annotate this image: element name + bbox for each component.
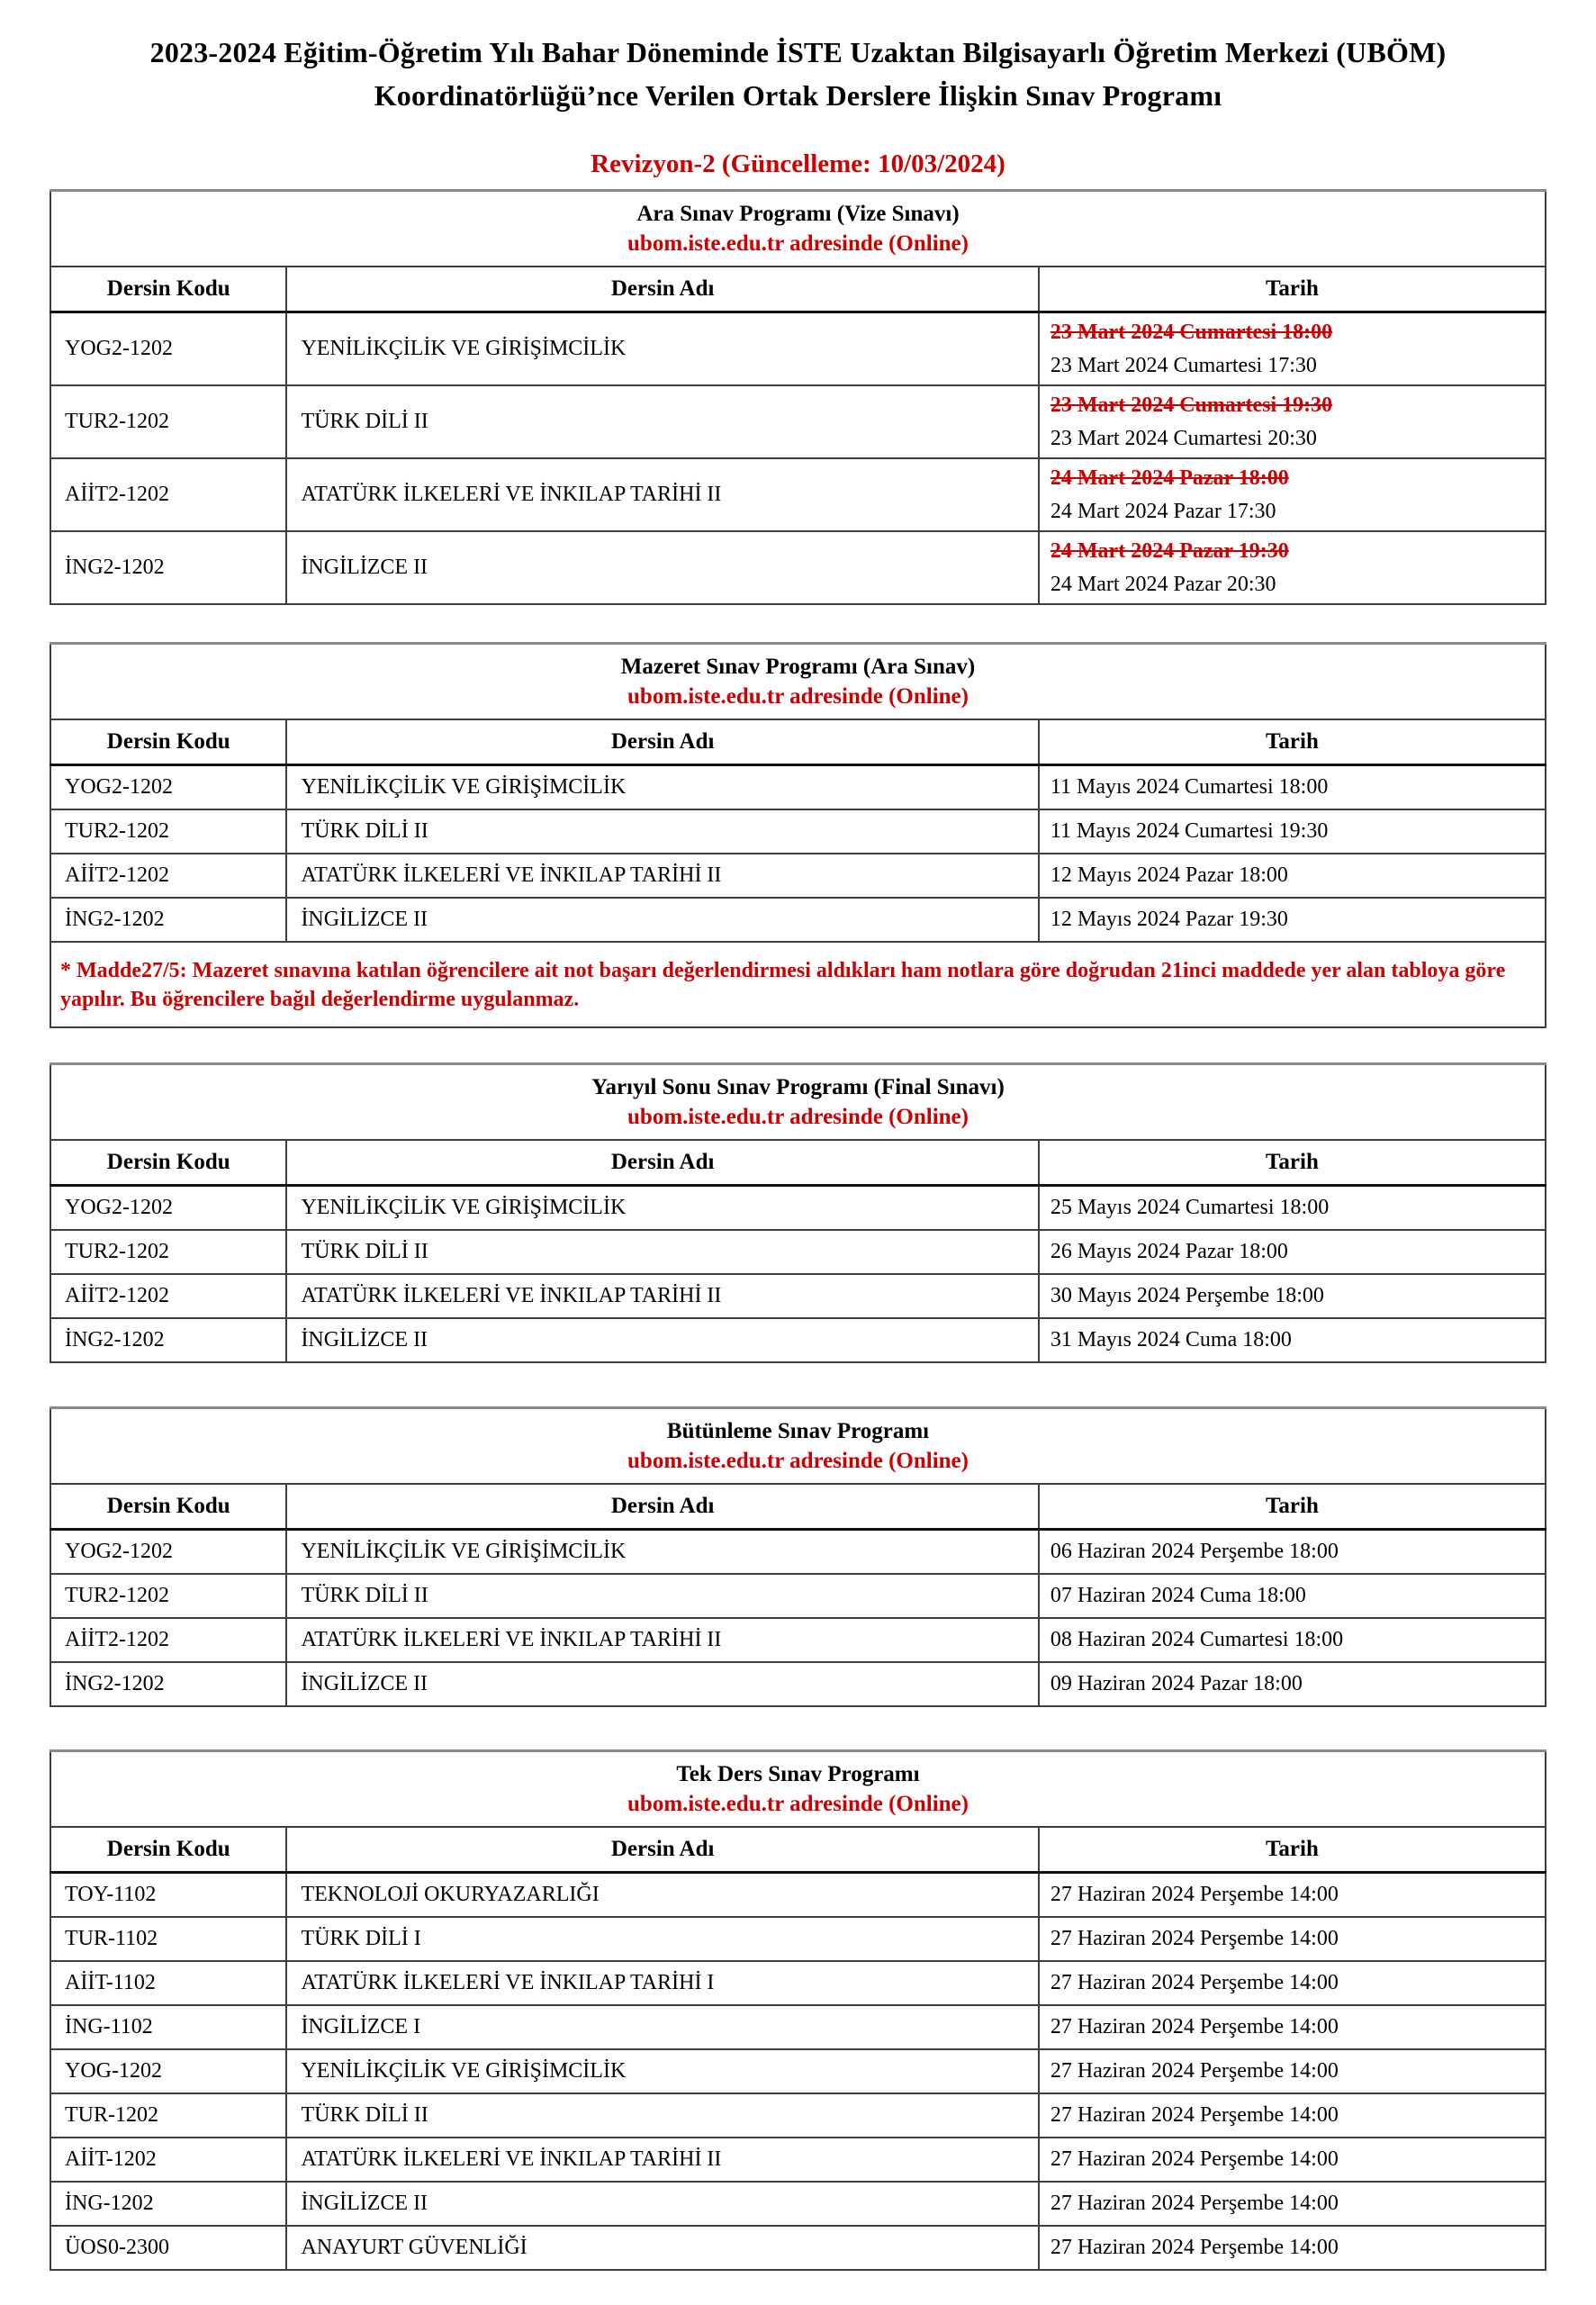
- exam-date-cell: 26 Mayıs 2024 Pazar 18:00: [1039, 1230, 1546, 1274]
- new-exam-date: 24 Mart 2024 Pazar 20:30: [1050, 572, 1276, 596]
- col-header-date: Tarih: [1039, 1484, 1546, 1530]
- course-code-cell: AİİT2-1202: [50, 1618, 286, 1662]
- exam-date-cell: [1039, 385, 1546, 458]
- col-header-name: Dersin Adı: [286, 1484, 1038, 1530]
- exam-date-cell: 27 Haziran 2024 Perşembe 14:00: [1039, 1917, 1546, 1961]
- exam-date-cell: 27 Haziran 2024 Perşembe 14:00: [1039, 2226, 1546, 2270]
- table-caption-row-final: [50, 1064, 1546, 1141]
- course-name-cell: İNGİLİZCE I: [286, 2005, 1038, 2049]
- exam-date-cell: 07 Haziran 2024 Cuma 18:00: [1039, 1574, 1546, 1618]
- exam-row: [50, 1961, 1546, 2005]
- document-title: [50, 31, 1546, 117]
- exam-row: [50, 1318, 1546, 1362]
- table-subtitle: ubom.iste.edu.tr adresinde (Online): [627, 1792, 969, 1816]
- table-title: Mazeret Sınav Programı (Ara Sınav): [620, 655, 976, 679]
- exam-table-mazeret: [50, 642, 1546, 1028]
- column-header-row: [50, 267, 1546, 312]
- exam-date-cell: 27 Haziran 2024 Perşembe 14:00: [1039, 2049, 1546, 2093]
- exam-row: [50, 1530, 1546, 1575]
- course-code-cell: İNG-1202: [50, 2182, 286, 2226]
- exam-date-cell: 06 Haziran 2024 Perşembe 18:00: [1039, 1530, 1546, 1575]
- col-header-code: Dersin Kodu: [50, 719, 286, 765]
- table-title: Ara Sınav Programı (Vize Sınavı): [636, 202, 960, 226]
- col-header-code: Dersin Kodu: [50, 1140, 286, 1186]
- col-header-name: Dersin Adı: [286, 267, 1038, 312]
- exam-date-cell: 27 Haziran 2024 Perşembe 14:00: [1039, 2138, 1546, 2182]
- col-header-name: Dersin Adı: [286, 719, 1038, 765]
- course-code-cell: TUR2-1202: [50, 1230, 286, 1274]
- exam-row: [50, 2226, 1546, 2270]
- table-caption-cell: [50, 644, 1546, 720]
- course-name-cell: ATATÜRK İLKELERİ VE İNKILAP TARİHİ II: [286, 1618, 1038, 1662]
- course-name-cell: TÜRK DİLİ II: [286, 809, 1038, 854]
- old-exam-date: 24 Mart 2024 Pazar 18:00: [1050, 466, 1289, 490]
- exam-row: [50, 1230, 1546, 1274]
- exam-date-cell: 09 Haziran 2024 Pazar 18:00: [1039, 1662, 1546, 1706]
- exam-row: [50, 854, 1546, 898]
- course-code-cell: İNG2-1202: [50, 1662, 286, 1706]
- course-name-cell: ATATÜRK İLKELERİ VE İNKILAP TARİHİ II: [286, 2138, 1038, 2182]
- exam-row: [50, 531, 1546, 604]
- course-name-cell: TÜRK DİLİ II: [286, 1230, 1038, 1274]
- table-title: Yarıyıl Sonu Sınav Programı (Final Sınavı): [591, 1075, 1005, 1099]
- table-caption-row-vize: [50, 191, 1546, 267]
- course-code-cell: ÜOS0-2300: [50, 2226, 286, 2270]
- exam-date-cell: 25 Mayıs 2024 Cumartesi 18:00: [1039, 1186, 1546, 1231]
- document-title-line1: 2023-2024 Eğitim-Öğretim Yılı Bahar Döneminde İSTE Uzaktan Bilgisayarlı Öğretim Merkezi (UBÖM): [149, 36, 1447, 68]
- table-caption-cell: [50, 1751, 1546, 1828]
- course-code-cell: AİİT2-1202: [50, 1274, 286, 1318]
- course-code-cell: İNG2-1202: [50, 531, 286, 604]
- col-header-code: Dersin Kodu: [50, 1484, 286, 1530]
- course-code-cell: YOG-1202: [50, 2049, 286, 2093]
- new-exam-date: 23 Mart 2024 Cumartesi 20:30: [1050, 426, 1317, 450]
- column-header-row: [50, 1140, 1546, 1186]
- table-title: Bütünleme Sınav Programı: [666, 1419, 930, 1443]
- exam-date-cell: 30 Mayıs 2024 Perşembe 18:00: [1039, 1274, 1546, 1318]
- table-caption-row-butunleme: [50, 1408, 1546, 1485]
- course-code-cell: İNG-1102: [50, 2005, 286, 2049]
- course-name-cell: TEKNOLOJİ OKURYAZARLIĞI: [286, 1873, 1038, 1918]
- exam-row: [50, 2138, 1546, 2182]
- exam-date-cell: 27 Haziran 2024 Perşembe 14:00: [1039, 2182, 1546, 2226]
- exam-row: [50, 2093, 1546, 2138]
- col-header-date: Tarih: [1039, 1140, 1546, 1186]
- exam-row: [50, 765, 1546, 810]
- old-exam-date: 24 Mart 2024 Pazar 19:30: [1050, 538, 1289, 563]
- table-subtitle: ubom.iste.edu.tr adresinde (Online): [627, 1105, 969, 1129]
- revision-note: Revizyon-2 (Güncelleme: 10/03/2024): [591, 149, 1005, 178]
- new-exam-date: 24 Mart 2024 Pazar 17:30: [1050, 499, 1276, 523]
- exam-date-cell: 27 Haziran 2024 Perşembe 14:00: [1039, 1961, 1546, 2005]
- exam-date-cell: 27 Haziran 2024 Perşembe 14:00: [1039, 2093, 1546, 2138]
- old-exam-date: 23 Mart 2024 Cumartesi 18:00: [1050, 320, 1333, 344]
- exam-row: [50, 809, 1546, 854]
- exam-table-vize: [50, 189, 1546, 605]
- exam-date-cell: [1039, 458, 1546, 531]
- table-subtitle: ubom.iste.edu.tr adresinde (Online): [627, 1449, 969, 1473]
- exam-table-tekders: [50, 1749, 1546, 2271]
- exam-date-cell: [1039, 531, 1546, 604]
- course-name-cell: ATATÜRK İLKELERİ VE İNKILAP TARİHİ II: [286, 1274, 1038, 1318]
- course-name-cell: ATATÜRK İLKELERİ VE İNKILAP TARİHİ I: [286, 1961, 1038, 2005]
- course-code-cell: TOY-1102: [50, 1873, 286, 1918]
- course-code-cell: YOG2-1202: [50, 1530, 286, 1575]
- table-caption-cell: [50, 191, 1546, 267]
- course-name-cell: YENİLİKÇİLİK VE GİRİŞİMCİLİK: [286, 765, 1038, 810]
- course-code-cell: İNG2-1202: [50, 1318, 286, 1362]
- col-header-name: Dersin Adı: [286, 1140, 1038, 1186]
- col-header-name: Dersin Adı: [286, 1827, 1038, 1873]
- exam-row: [50, 1274, 1546, 1318]
- document-title-line2: Koordinatörlüğü’nce Verilen Ortak Derslere İlişkin Sınav Programı: [374, 79, 1222, 112]
- course-name-cell: TÜRK DİLİ II: [286, 385, 1038, 458]
- course-name-cell: İNGİLİZCE II: [286, 531, 1038, 604]
- exam-row: [50, 898, 1546, 942]
- course-name-cell: YENİLİKÇİLİK VE GİRİŞİMCİLİK: [286, 2049, 1038, 2093]
- new-exam-date: 23 Mart 2024 Cumartesi 17:30: [1050, 353, 1317, 377]
- course-name-cell: ANAYURT GÜVENLİĞİ: [286, 2226, 1038, 2270]
- table-caption-cell: [50, 1064, 1546, 1141]
- footnote-row: [50, 942, 1546, 1027]
- course-code-cell: AİİT2-1202: [50, 854, 286, 898]
- exam-row: [50, 2005, 1546, 2049]
- exam-row: [50, 458, 1546, 531]
- course-name-cell: İNGİLİZCE II: [286, 1662, 1038, 1706]
- exam-table-final: [50, 1062, 1546, 1363]
- course-code-cell: AİİT-1102: [50, 1961, 286, 2005]
- course-name-cell: YENİLİKÇİLİK VE GİRİŞİMCİLİK: [286, 1186, 1038, 1231]
- column-header-row: [50, 1827, 1546, 1873]
- exam-date-cell: 27 Haziran 2024 Perşembe 14:00: [1039, 2005, 1546, 2049]
- course-name-cell: TÜRK DİLİ II: [286, 1574, 1038, 1618]
- course-code-cell: İNG2-1202: [50, 898, 286, 942]
- course-name-cell: İNGİLİZCE II: [286, 898, 1038, 942]
- col-header-date: Tarih: [1039, 267, 1546, 312]
- course-code-cell: YOG2-1202: [50, 312, 286, 386]
- course-code-cell: TUR2-1202: [50, 385, 286, 458]
- course-code-cell: YOG2-1202: [50, 765, 286, 810]
- course-code-cell: TUR-1202: [50, 2093, 286, 2138]
- course-name-cell: YENİLİKÇİLİK VE GİRİŞİMCİLİK: [286, 312, 1038, 386]
- table-subtitle: ubom.iste.edu.tr adresinde (Online): [627, 684, 969, 709]
- table-caption-cell: [50, 1408, 1546, 1485]
- course-code-cell: TUR-1102: [50, 1917, 286, 1961]
- exam-row: [50, 2182, 1546, 2226]
- col-header-code: Dersin Kodu: [50, 267, 286, 312]
- col-header-code: Dersin Kodu: [50, 1827, 286, 1873]
- table-title: Tek Ders Sınav Programı: [676, 1762, 920, 1786]
- exam-row: [50, 1873, 1546, 1918]
- course-name-cell: İNGİLİZCE II: [286, 2182, 1038, 2226]
- exam-row: [50, 1662, 1546, 1706]
- course-code-cell: TUR2-1202: [50, 809, 286, 854]
- exam-row: [50, 385, 1546, 458]
- table-caption-row-mazeret: [50, 644, 1546, 720]
- course-name-cell: TÜRK DİLİ II: [286, 2093, 1038, 2138]
- exam-date-cell: 12 Mayıs 2024 Pazar 19:30: [1039, 898, 1546, 942]
- exam-date-cell: 12 Mayıs 2024 Pazar 18:00: [1039, 854, 1546, 898]
- exam-date-cell: 11 Mayıs 2024 Cumartesi 19:30: [1039, 809, 1546, 854]
- column-header-row: [50, 1484, 1546, 1530]
- table-caption-row-tekders: [50, 1751, 1546, 1828]
- table-subtitle: ubom.iste.edu.tr adresinde (Online): [627, 231, 969, 256]
- course-code-cell: AİİT2-1202: [50, 458, 286, 531]
- course-name-cell: İNGİLİZCE II: [286, 1318, 1038, 1362]
- exam-row: [50, 2049, 1546, 2093]
- old-exam-date: 23 Mart 2024 Cumartesi 19:30: [1050, 393, 1333, 417]
- col-header-date: Tarih: [1039, 1827, 1546, 1873]
- exam-date-cell: 31 Mayıs 2024 Cuma 18:00: [1039, 1318, 1546, 1362]
- exam-date-cell: 27 Haziran 2024 Perşembe 14:00: [1039, 1873, 1546, 1918]
- exam-table-butunleme: [50, 1406, 1546, 1707]
- exam-row: [50, 312, 1546, 386]
- exam-date-cell: 08 Haziran 2024 Cumartesi 18:00: [1039, 1618, 1546, 1662]
- course-name-cell: TÜRK DİLİ I: [286, 1917, 1038, 1961]
- course-code-cell: AİİT-1202: [50, 2138, 286, 2182]
- exam-row: [50, 1186, 1546, 1231]
- course-name-cell: YENİLİKÇİLİK VE GİRİŞİMCİLİK: [286, 1530, 1038, 1575]
- col-header-date: Tarih: [1039, 719, 1546, 765]
- exam-row: [50, 1618, 1546, 1662]
- exam-date-cell: [1039, 312, 1546, 386]
- exam-row: [50, 1917, 1546, 1961]
- exam-row: [50, 1574, 1546, 1618]
- column-header-row: [50, 719, 1546, 765]
- course-code-cell: YOG2-1202: [50, 1186, 286, 1231]
- course-name-cell: ATATÜRK İLKELERİ VE İNKILAP TARİHİ II: [286, 458, 1038, 531]
- course-code-cell: TUR2-1202: [50, 1574, 286, 1618]
- exam-date-cell: 11 Mayıs 2024 Cumartesi 18:00: [1039, 765, 1546, 810]
- course-name-cell: ATATÜRK İLKELERİ VE İNKILAP TARİHİ II: [286, 854, 1038, 898]
- footnote-text: * Madde27/5: Mazeret sınavına katılan öğrencilere ait not başarı değerlendirmesi aldıkları ham notlara göre doğrudan 21inci maddede yer alan tabloya göre yapılır. Bu öğrencilere bağıl değerlendirme uygulanmaz.: [50, 942, 1546, 1027]
- exam-tables-container: [50, 189, 1546, 2271]
